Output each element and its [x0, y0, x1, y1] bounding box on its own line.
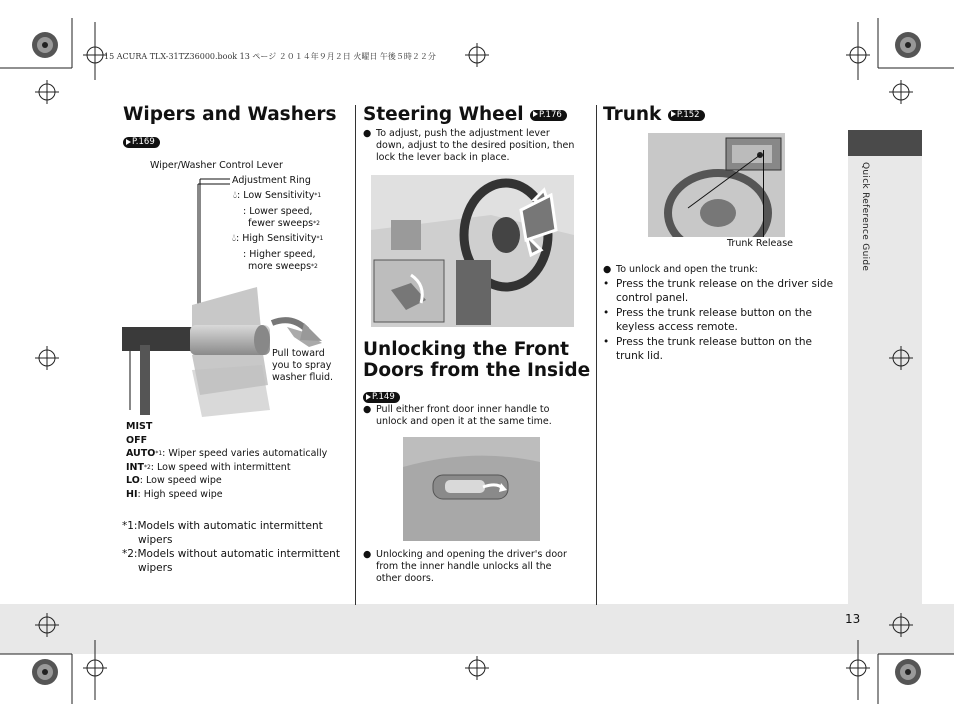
wiper-modes-list	[126, 420, 351, 501]
ring-label: Adjustment Ring	[232, 175, 311, 186]
raindrop-icon: 💧︎	[233, 190, 237, 201]
footnotes	[122, 520, 352, 575]
trunk-release-caption: Trunk Release	[727, 238, 793, 249]
mode-item: AUTO$^{*1}$: Wiper speed varies automatically	[126, 448, 328, 459]
trunk-release-illustration	[648, 133, 785, 237]
wipers-heading: Wipers and Washers	[123, 104, 337, 125]
doors-bullet-2: ● Unlocking and opening the driver's door from the inner handle unlocks all the other doors.	[363, 549, 567, 584]
higher-speed-label: : Higher speed, more sweeps$^{*2}$	[243, 249, 318, 272]
trunk-ref-link[interactable]: P.152	[668, 110, 705, 121]
steering-wheel-illustration	[371, 175, 574, 327]
section-tab-label: Quick Reference Guide	[860, 162, 870, 272]
list-item: • Press the trunk release on the driver side control panel.	[603, 278, 834, 304]
column-divider	[355, 105, 356, 605]
list-item: • Press the trunk release button on the keyless access remote.	[603, 307, 812, 333]
mode-item: MIST	[126, 421, 153, 432]
pull-label: Pull toward you to spray washer fluid.	[272, 348, 334, 383]
mode-item: LO: Low speed wipe	[126, 475, 222, 486]
column-divider	[596, 105, 597, 605]
trunk-leader-line	[763, 150, 764, 237]
page-number: 13	[845, 612, 861, 626]
steering-ref-link[interactable]: P.176	[530, 110, 567, 121]
doors-heading: Unlocking the Front Doors from the Inside	[363, 339, 591, 381]
low-sensitivity-label: 💧︎: Low Sensitivity$^{*1}$	[233, 190, 322, 201]
lower-speed-label: : Lower speed, fewer sweeps$^{*2}$	[243, 206, 320, 229]
steering-heading: Steering Wheel P.176	[363, 104, 567, 125]
doors-ref-link[interactable]: P.149	[363, 387, 400, 406]
doors-bullet: ● Pull either front door inner handle to unlock and open it at the same time.	[363, 404, 552, 427]
wipers-ref-link[interactable]: P.169	[123, 132, 160, 151]
footnote: *1:Models with automatic intermittent wipers	[122, 520, 323, 546]
list-item: • Press the trunk release button on the trunk lid.	[603, 336, 812, 362]
lever-label: Wiper/Washer Control Lever	[150, 160, 283, 171]
trunk-list	[603, 278, 843, 363]
mode-item: OFF	[126, 434, 148, 446]
mode-item: INT$^{*2}$: Low speed with intermittent	[126, 461, 291, 473]
steering-bullet: ● To adjust, push the adjustment lever down, adjust to the desired position, then lock the lever back in place.	[363, 128, 575, 163]
footnote: *2:Models without automatic intermittent wipers	[122, 548, 340, 574]
heavy-rain-icon: 💧︎	[232, 233, 236, 244]
page-ref-icon	[366, 394, 371, 400]
high-sensitivity-label: 💧︎: High Sensitivity$^{*1}$	[232, 233, 324, 244]
page-ref-icon	[671, 111, 676, 117]
trunk-heading: Trunk P.152	[603, 104, 705, 125]
page-ref-icon	[533, 111, 538, 117]
trunk-bullet: ● To unlock and open the trunk:	[603, 264, 758, 275]
page-ref-icon	[126, 139, 131, 145]
book-header: 15 ACURA TLX-31TZ36000.book 13 ページ ２０１４年９月２日 火曜日 午後５時２２分	[104, 52, 436, 61]
door-handle-illustration	[403, 437, 540, 541]
mode-item: HI: High speed wipe	[126, 488, 223, 500]
